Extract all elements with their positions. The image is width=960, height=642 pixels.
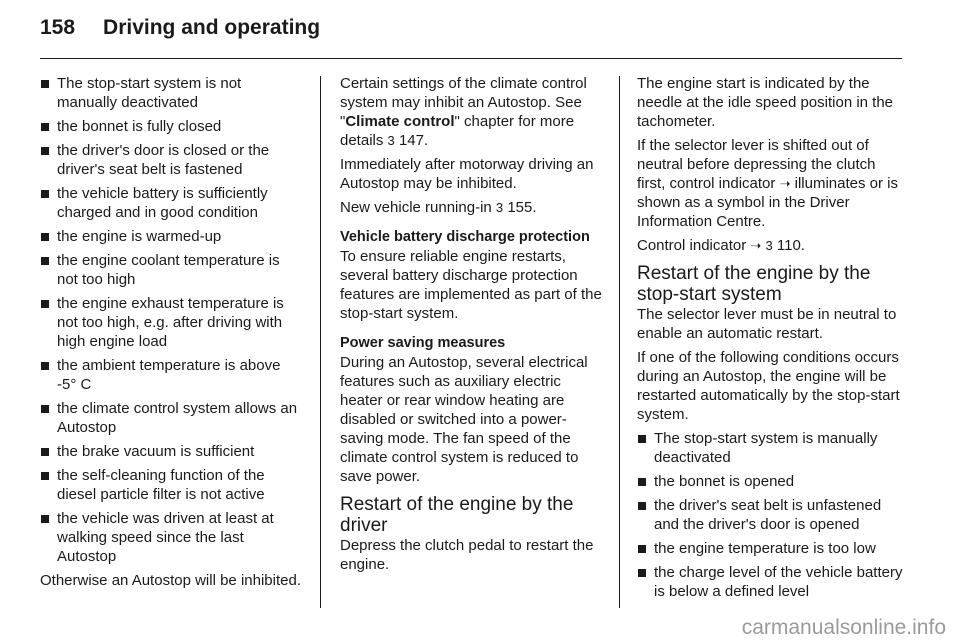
reference-arrow-icon: 3 bbox=[765, 238, 773, 253]
paragraph-text: Certain settings of the climate control system may inhibit an Autostop. See " bbox=[340, 75, 587, 130]
list-item: the bonnet is fully closed bbox=[40, 117, 302, 136]
list-item: the brake vacuum is sufficient bbox=[40, 442, 302, 461]
paragraph: To ensure reliable engine restarts, several battery discharge protection features are implemented as part of the stop-start system. bbox=[340, 248, 602, 322]
list-item: the engine temperature is too low bbox=[637, 539, 905, 558]
list-item: the engine is warmed-up bbox=[40, 227, 302, 246]
list-item: the self-cleaning function of the diesel particle filter is not active bbox=[40, 466, 302, 504]
reference-arrow-icon: 3 bbox=[387, 133, 395, 148]
list-item: the driver's seat belt is unfastened and the driver's door is opened bbox=[637, 496, 905, 534]
paragraph bbox=[340, 198, 606, 217]
section-heading: Restart of the engine by the driver bbox=[340, 494, 574, 536]
list-item: The stop-start system is manually deactivated bbox=[637, 429, 905, 467]
column-right bbox=[637, 74, 905, 606]
section-heading: Restart of the engine by the stop-start system bbox=[637, 263, 871, 305]
list-item: the vehicle was driven at least at walking speed since the last Autostop bbox=[40, 509, 302, 566]
paragraph: If one of the following conditions occurs during an Autostop, the engine will be restarted automatically by the stop-start system. bbox=[637, 349, 900, 423]
climate-control-link[interactable]: Climate control bbox=[345, 113, 455, 130]
reference-arrow-icon: 3 bbox=[495, 200, 504, 215]
paragraph: Immediately after motorway driving an Autostop may be inhibited. bbox=[340, 156, 594, 192]
list-item: the vehicle battery is sufficiently charged and in good condition bbox=[40, 184, 302, 222]
column-middle bbox=[340, 74, 606, 579]
list-item: the ambient temperature is above -5° C bbox=[40, 356, 302, 394]
page-reference[interactable]: 147. bbox=[398, 132, 429, 149]
paragraph-text: New vehicle running-in bbox=[340, 199, 496, 216]
page-reference[interactable]: 155. bbox=[507, 199, 537, 216]
list-item: the engine coolant temperature is not too high bbox=[40, 251, 302, 289]
page-number: 158 bbox=[40, 16, 76, 39]
paragraph: The engine start is indicated by the needle at the idle speed position in the tachometer. bbox=[637, 75, 894, 130]
paragraph-text: Control indicator bbox=[637, 237, 751, 254]
paragraph: Depress the clutch pedal to restart the engine. bbox=[340, 537, 594, 573]
page-reference[interactable]: 110. bbox=[776, 237, 805, 254]
list-item: the driver's door is closed or the driver's seat belt is fastened bbox=[40, 141, 302, 179]
page-header bbox=[40, 16, 320, 48]
subheading: Vehicle battery discharge protection bbox=[340, 229, 590, 245]
header-divider bbox=[40, 58, 902, 59]
paragraph bbox=[637, 136, 905, 231]
closing-paragraph: Otherwise an Autostop will be inhibited. bbox=[40, 572, 301, 589]
paragraph-text: If the selector lever is shifted out of neutral before depressing the clutch first, control indicator bbox=[637, 137, 876, 192]
list-item: The stop-start system is not manually deactivated bbox=[40, 74, 302, 112]
list-item: the charge level of the vehicle battery is below a defined level bbox=[637, 563, 905, 601]
list-item: the climate control system allows an Autostop bbox=[40, 399, 302, 437]
page-title: Driving and operating bbox=[103, 16, 321, 39]
list-item: the bonnet is opened bbox=[637, 472, 905, 491]
paragraph: The selector lever must be in neutral to enable an automatic restart. bbox=[637, 306, 897, 342]
paragraph-text: " chapter for more details bbox=[340, 113, 575, 149]
paragraph bbox=[340, 74, 606, 150]
column-left bbox=[40, 74, 302, 595]
column-divider bbox=[619, 76, 620, 608]
paragraph bbox=[637, 236, 905, 255]
autostop-indicator-icon: ➝ bbox=[779, 176, 791, 191]
watermark: carmanualsonline.info bbox=[741, 616, 946, 639]
paragraph: During an Autostop, several electrical features such as auxiliary electric heater or rear window heating are disabled or switched into a power-saving mode. The fan speed of the climate control system is reduced to save power. bbox=[340, 354, 588, 485]
list-item: the engine exhaust temperature is not too high, e.g. after driving with high engine load bbox=[40, 294, 302, 351]
column-divider bbox=[320, 76, 321, 608]
autostop-indicator-icon: ➝ bbox=[750, 238, 762, 253]
paragraph-text: illuminates or is shown as a symbol in the Driver Information Centre. bbox=[637, 175, 899, 230]
subheading: Power saving measures bbox=[340, 335, 506, 351]
